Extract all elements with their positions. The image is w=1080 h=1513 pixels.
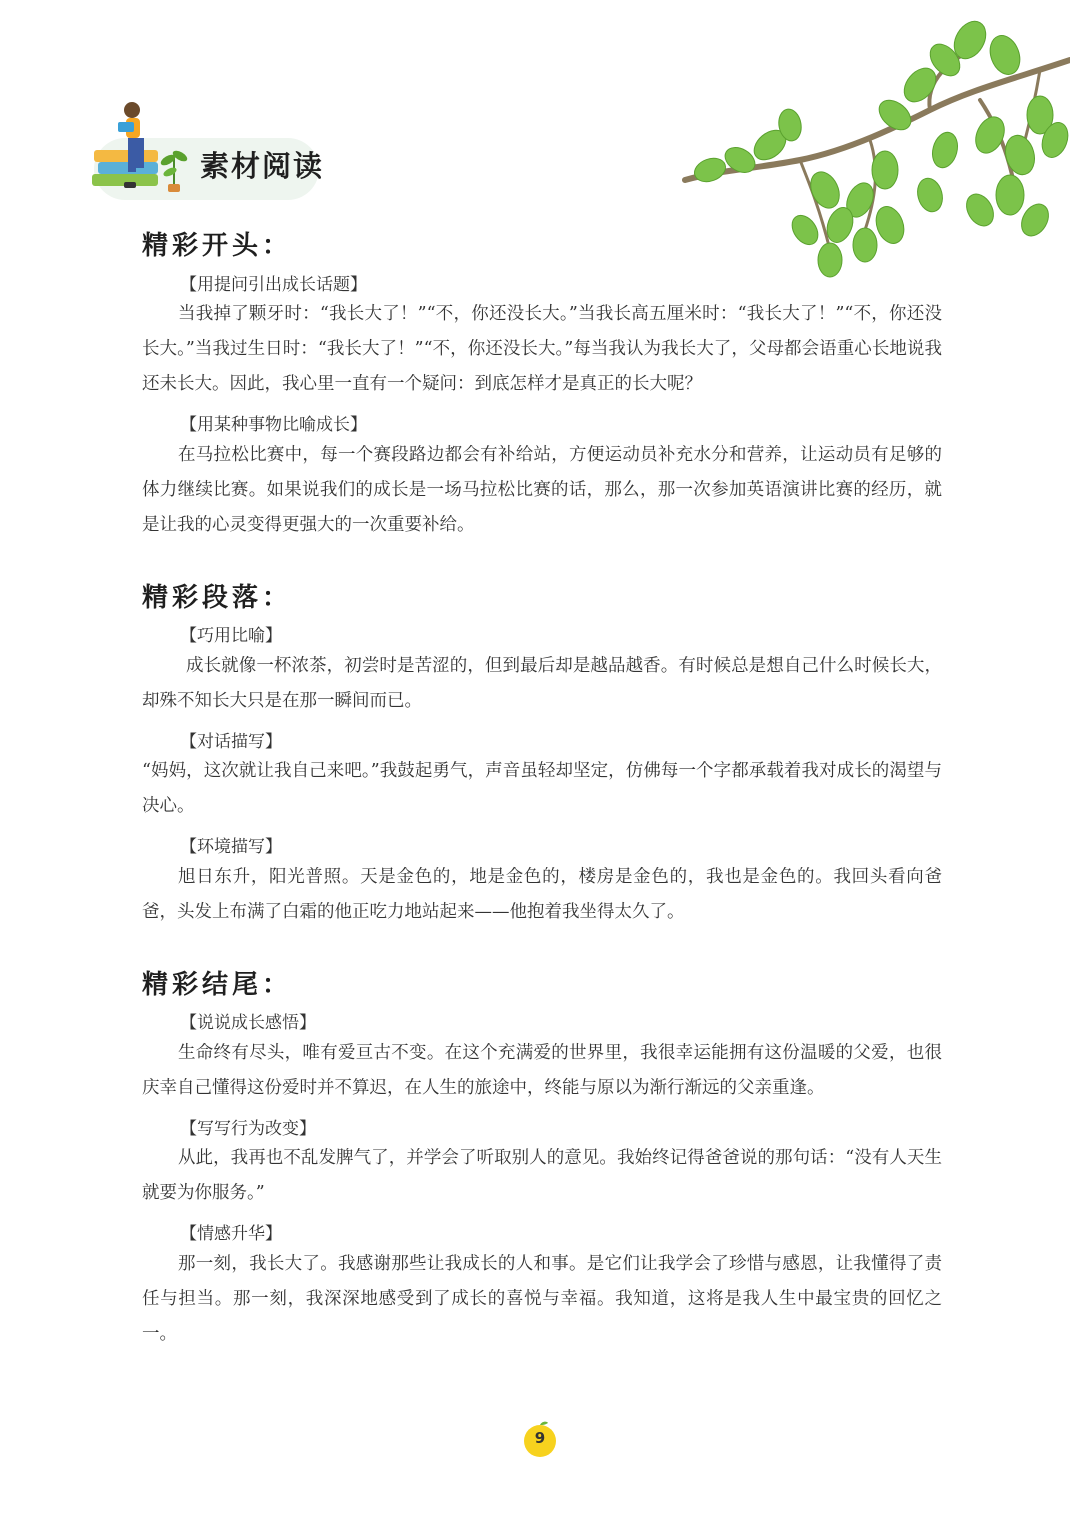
item-tag: 【说说成长感悟】: [180, 1013, 316, 1033]
section-heading-opening: 精彩开头：: [142, 231, 293, 261]
item-paragraph: 在马拉松比赛中，每一个赛段路边都会有补给站，方便运动员补充水分和营养，让运动员有足够的体力继续比赛。如果说我们的成长是一场马拉松比赛的话，那么，那一次参加英语演讲比赛的经历，就是让我的心灵变得更强大的一次重要补给。: [142, 445, 942, 536]
item-tag: 【用某种事物比喻成长】: [180, 415, 367, 435]
item-tag: 【对话描写】: [180, 732, 282, 752]
section-heading-paragraphs: 精彩段落：: [142, 583, 293, 613]
item-paragraph: 生命终有尽头，唯有爱亘古不变。在这个充满爱的世界里，我很幸运能拥有这份温暖的父爱，也很庆幸自己懂得这份爱时并不算迟，在人生的旅途中，终能与原以为渐行渐远的父亲重逢。: [142, 1043, 942, 1099]
item-paragraph: 那一刻，我长大了。我感谢那些让我成长的人和事。是它们让我学会了珍惜与感恩，让我懂得了责任与担当。那一刻，我深深地感受到了成长的喜悦与幸福。我知道，这将是我人生中最宝贵的回忆之一。: [142, 1254, 942, 1345]
item-paragraph: 旭日东升，阳光普照。天是金色的，地是金色的，楼房是金色的，我也是金色的。我回头看向爸爸，头发上布满了白霜的他正吃力地站起来——他抱着我坐得太久了。: [142, 867, 942, 923]
tree-branch-illustration: [680, 20, 1070, 290]
section-heading-ending: 精彩结尾：: [142, 970, 293, 1000]
item-paragraph: “妈妈，这次就让我自己来吧。”我鼓起勇气，声音虽轻却坚定，仿佛每一个字都承载着我对成长的渴望与决心。: [142, 761, 942, 817]
item-paragraph: 从此，我再也不乱发脾气了，并学会了听取别人的意见。我始终记得爸爸说的那句话：“没有人天生就要为你服务。”: [142, 1148, 942, 1204]
page-number: 9: [534, 1429, 546, 1447]
page-number-badge: [523, 1420, 557, 1458]
item-tag: 【环境描写】: [180, 837, 282, 857]
section-header-badge: [88, 98, 328, 206]
item-paragraph: 成长就像一杯浓茶，初尝时是苦涩的，但到最后却是越品越香。有时候总是想自己什么时候长大，却殊不知长大只是在那一瞬间而已。: [142, 656, 942, 712]
item-tag: 【情感升华】: [180, 1224, 282, 1244]
item-tag: 【写写行为改变】: [180, 1119, 316, 1139]
reading-person-icon: [88, 98, 198, 206]
page-title: 素材阅读: [200, 149, 325, 183]
item-paragraph: 当我掉了颗牙时：“我长大了！”“不，你还没长大。”当我长高五厘米时：“我长大了！”“不，你还没长大。”当我过生日时：“我长大了！”“不，你还没长大。”每当我认为我长大了，父母都会语重心长地说我还未长大。因此，我心里一直有一个疑问：到底怎样才是真正的长大呢？: [142, 304, 942, 395]
item-tag: 【用提问引出成长话题】: [180, 275, 367, 295]
item-tag: 【巧用比喻】: [180, 626, 282, 646]
